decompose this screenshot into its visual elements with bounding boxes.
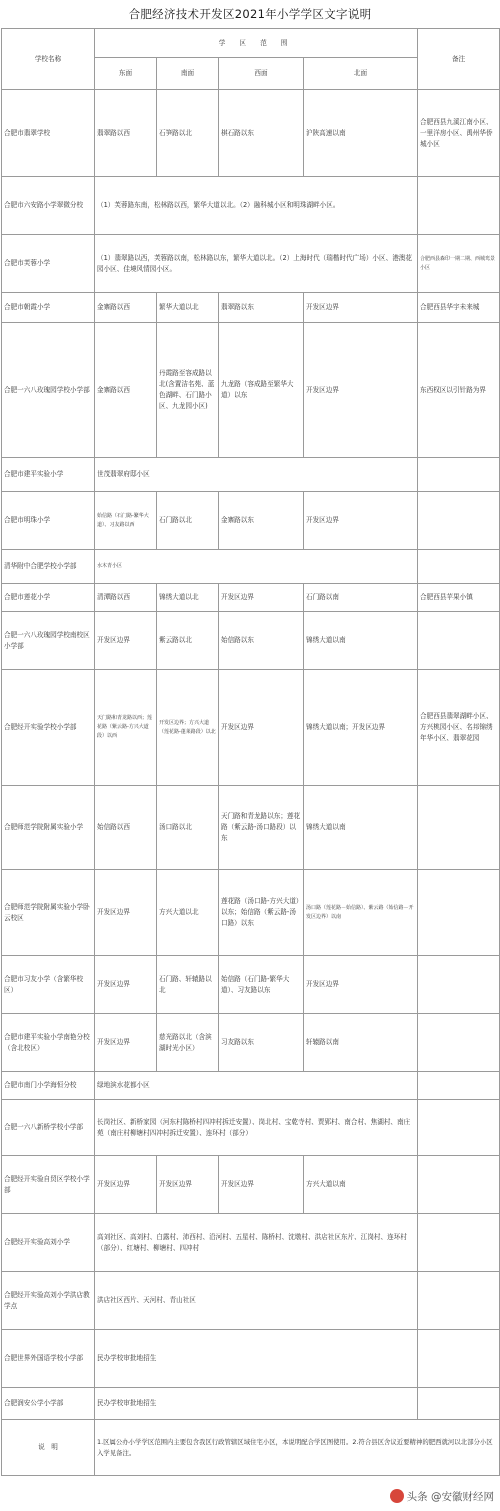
school-name: 合肥经开实验学校小学部 bbox=[2, 670, 95, 786]
west-boundary: 开发区边界 bbox=[219, 1156, 304, 1214]
west-boundary: 开发区边界 bbox=[219, 670, 304, 786]
school-name: 合肥一六八玫瑰园学校小学部 bbox=[2, 323, 95, 458]
north-boundary: 锦绣大道以南 bbox=[304, 786, 418, 870]
table-row bbox=[2, 670, 500, 786]
document-title: 合肥经济技术开发区2021年小学学区文字说明 bbox=[128, 7, 372, 21]
table-row bbox=[2, 1388, 500, 1420]
table-row bbox=[2, 293, 500, 323]
district-range-text: 民办学校审批地招生 bbox=[95, 1330, 418, 1388]
header-school-name: 学校名称 bbox=[2, 29, 95, 90]
remark bbox=[418, 1072, 500, 1100]
remark bbox=[418, 612, 500, 670]
south-boundary: 慈光路以北（含滨湖时光小区） bbox=[157, 1014, 219, 1072]
west-boundary: 始信路（石门路-繁华大道）、习友路以东 bbox=[219, 956, 304, 1014]
table-row bbox=[2, 956, 500, 1014]
notes-text: 1.区属公办小学学区范围内主要包含我区行政管辖区域住宅小区，本说明配合学区图使用。2.符合县区舍议近要精神的肥西就河以北部分小区入学见备注。 bbox=[95, 1420, 500, 1476]
remark: 合肥西县翡翠湖畔小区、方兴桃园小区、名邦锦绣年华小区、翡翠花园 bbox=[418, 670, 500, 786]
table-row bbox=[2, 177, 500, 235]
watermark bbox=[387, 1485, 494, 1507]
school-name: 合肥市六安路小学翠微分校 bbox=[2, 177, 95, 235]
west-boundary: 九龙路（容成路至繁华大道）以东 bbox=[219, 323, 304, 458]
table-row bbox=[2, 458, 500, 492]
south-boundary: 方兴大道以北 bbox=[157, 870, 219, 956]
north-boundary: 开发区边界 bbox=[304, 323, 418, 458]
north-boundary: 锦绣大道以南；开发区边界 bbox=[304, 670, 418, 786]
north-boundary: 石门路以南 bbox=[304, 584, 418, 612]
table-row bbox=[2, 1014, 500, 1072]
north-boundary: 沪陕高速以南 bbox=[304, 90, 418, 177]
table-row bbox=[2, 1072, 500, 1100]
table-row bbox=[2, 584, 500, 612]
district-range-text: 水木青小区 bbox=[95, 550, 418, 584]
east-boundary: 开发区边界 bbox=[95, 956, 157, 1014]
west-boundary: 莲花路（汤口路-方兴大道）以东；始信路（紫云路-汤口路）以东 bbox=[219, 870, 304, 956]
school-name: 合肥市朝霞小学 bbox=[2, 293, 95, 323]
school-name: 合肥市翡翠学校 bbox=[2, 90, 95, 177]
south-boundary: 石笋路以北 bbox=[157, 90, 219, 177]
south-boundary: 紫云路以北 bbox=[157, 612, 219, 670]
remark bbox=[418, 550, 500, 584]
north-boundary: 开发区边界 bbox=[304, 956, 418, 1014]
district-range-text: 长岗社区、新桥家园（河东村陈桥村四冲村拆迁安置）、岗北村、宝乾寺村、贾郢村、南合村、焦湖村、南庄苑（南庄村柳塘村四冲村拆迁安置）、连环村（部分） bbox=[95, 1100, 418, 1156]
west-boundary: 天门路和青龙路以东；莲花路（紫云路-汤口路段）以东 bbox=[219, 786, 304, 870]
school-name: 清华附中合肥学校小学部 bbox=[2, 550, 95, 584]
south-boundary: 锦绣大道以北 bbox=[157, 584, 219, 612]
east-boundary: 开发区边界 bbox=[95, 612, 157, 670]
east-boundary: 始信路（石门路-繁华大道）、习友路以西 bbox=[95, 492, 157, 550]
table-row bbox=[2, 323, 500, 458]
header-north: 北面 bbox=[304, 58, 418, 90]
district-range-text: （1）芙蓉路东南，松林路以西，繁华大道以北。（2）融科城小区和明珠湖畔小区。 bbox=[95, 177, 418, 235]
east-boundary: 清潭路以西 bbox=[95, 584, 157, 612]
school-name: 合肥一六八新桥学校小学部 bbox=[2, 1100, 95, 1156]
remark: 合肥西县森印一期二期、西城鸾景小区 bbox=[418, 235, 500, 293]
east-boundary: 金寨路以西 bbox=[95, 293, 157, 323]
remark bbox=[418, 1100, 500, 1156]
west-boundary: 金寨路以东 bbox=[219, 492, 304, 550]
east-boundary: 始信路以西 bbox=[95, 786, 157, 870]
school-name: 合肥市芙蓉小学 bbox=[2, 235, 95, 293]
north-boundary: 汤口路（莲花路－始信路）、紫云路（始信路－开发区边界）以南 bbox=[304, 870, 418, 956]
remark bbox=[418, 1156, 500, 1214]
school-name: 合肥市习友小学（含繁华校区） bbox=[2, 956, 95, 1014]
west-boundary: 开发区边界 bbox=[219, 584, 304, 612]
district-range-text: 绿地滨水花都小区 bbox=[95, 1072, 418, 1100]
south-boundary: 石门路、轩辕路以北 bbox=[157, 956, 219, 1014]
remark bbox=[418, 1272, 500, 1330]
header-district-range: 学 区 范 围 bbox=[95, 29, 418, 58]
south-boundary: 石门路以北 bbox=[157, 492, 219, 550]
east-boundary: 开发区边界 bbox=[95, 870, 157, 956]
east-boundary: 天门路和青龙路以西；莲花路（紫云路-方兴大道段）以西 bbox=[95, 670, 157, 786]
district-range-text: 世茂翡翠府邸小区 bbox=[95, 458, 418, 492]
table-row bbox=[2, 235, 500, 293]
school-name: 合肥市莲花小学 bbox=[2, 584, 95, 612]
school-district-table bbox=[1, 28, 500, 1476]
table-row bbox=[2, 1214, 500, 1272]
table-row bbox=[2, 550, 500, 584]
west-boundary: 翡翠路以东 bbox=[219, 293, 304, 323]
remark bbox=[418, 1388, 500, 1420]
table-row bbox=[2, 870, 500, 956]
header-east: 东面 bbox=[95, 58, 157, 90]
school-name: 合肥一六八玫瑰园学校南校区小学部 bbox=[2, 612, 95, 670]
watermark-text: 头条 @安徽财经网 bbox=[406, 1490, 494, 1503]
account-avatar-icon bbox=[390, 1489, 404, 1503]
school-name: 合肥市明珠小学 bbox=[2, 492, 95, 550]
south-boundary: 丹霞路至容成路以北(含置洁名苑、蓝色湖畔、石门路小区、九龙园小区) bbox=[157, 323, 219, 458]
header-west: 西面 bbox=[219, 58, 304, 90]
table-row bbox=[2, 492, 500, 550]
district-range-text: 洪店社区西片、天河村、青山社区 bbox=[95, 1272, 418, 1330]
school-name: 合肥润安公学小学部 bbox=[2, 1388, 95, 1420]
north-boundary: 方兴大道以南 bbox=[304, 1156, 418, 1214]
remark: 合肥西县华宇未来城 bbox=[418, 293, 500, 323]
remark bbox=[418, 956, 500, 1014]
remark bbox=[418, 1014, 500, 1072]
west-boundary: 棋石路以东 bbox=[219, 90, 304, 177]
east-boundary: 开发区边界 bbox=[95, 1014, 157, 1072]
header-remarks: 备注 bbox=[418, 29, 500, 90]
school-name: 合肥市建平实验小学南艳分校（含北校区） bbox=[2, 1014, 95, 1072]
south-boundary: 汤口路以北 bbox=[157, 786, 219, 870]
remark: 合肥西县苹果小镇 bbox=[418, 584, 500, 612]
east-boundary: 开发区边界 bbox=[95, 1156, 157, 1214]
notes-label: 说 明 bbox=[2, 1420, 95, 1476]
east-boundary: 金寨路以西 bbox=[95, 323, 157, 458]
school-name: 合肥经开实验高刘小学洪店教学点 bbox=[2, 1272, 95, 1330]
remark bbox=[418, 492, 500, 550]
table-row bbox=[2, 1272, 500, 1330]
table-row bbox=[2, 1100, 500, 1156]
north-boundary: 轩辕路以南 bbox=[304, 1014, 418, 1072]
remark bbox=[418, 177, 500, 235]
school-name: 合肥经开实验自贸区学校小学部 bbox=[2, 1156, 95, 1214]
remark bbox=[418, 1214, 500, 1272]
district-range-text: （1）翡翠路以西，芙蓉路以南，松林路以东，繁华大道以北。（2）上海时代（瑞楷时代广场）小区、港澳花园小区、佳境风情园小区。 bbox=[95, 235, 418, 293]
remark bbox=[418, 870, 500, 956]
south-boundary: 开发区边界；方兴大道（莲花路-蓬莱路段）以北 bbox=[157, 670, 219, 786]
table-row bbox=[2, 1156, 500, 1214]
school-name: 合肥世界外国语学校小学部 bbox=[2, 1330, 95, 1388]
school-name: 合肥市南门小学海恒分校 bbox=[2, 1072, 95, 1100]
table-row bbox=[2, 612, 500, 670]
remark bbox=[418, 458, 500, 492]
header-south: 南面 bbox=[157, 58, 219, 90]
south-boundary: 开发区边界 bbox=[157, 1156, 219, 1214]
school-name: 合肥师范学院附属实验小学 bbox=[2, 786, 95, 870]
district-range-text: 高刘社区、高刘村、白露村、沛西村、沿河村、五星村、陈桥村、沈墩村、洪店社区东片、江岗村、连环村（部分）、红塘村、柳塘村、四冲村 bbox=[95, 1214, 418, 1272]
south-boundary: 繁华大道以北 bbox=[157, 293, 219, 323]
table-row bbox=[2, 90, 500, 177]
remark: 东西权区以引针路为界 bbox=[418, 323, 500, 458]
remark bbox=[418, 786, 500, 870]
west-boundary: 始信路以东 bbox=[219, 612, 304, 670]
table-row bbox=[2, 1330, 500, 1388]
notes-row bbox=[2, 1420, 500, 1476]
north-boundary: 开发区边界 bbox=[304, 293, 418, 323]
north-boundary: 开发区边界 bbox=[304, 492, 418, 550]
table-row bbox=[2, 786, 500, 870]
remark: 合肥西县九溪江南小区、一里洋房小区、禹州华侨城小区 bbox=[418, 90, 500, 177]
remark bbox=[418, 1330, 500, 1388]
school-name: 合肥经开实验高刘小学 bbox=[2, 1214, 95, 1272]
school-name: 合肥市建平实验小学 bbox=[2, 458, 95, 492]
north-boundary: 锦绣大道以南 bbox=[304, 612, 418, 670]
school-name: 合肥师范学院附属实验小学卧云校区 bbox=[2, 870, 95, 956]
east-boundary: 翡翠路以西 bbox=[95, 90, 157, 177]
west-boundary: 习友路以东 bbox=[219, 1014, 304, 1072]
district-range-text: 民办学校审批地招生 bbox=[95, 1388, 418, 1420]
